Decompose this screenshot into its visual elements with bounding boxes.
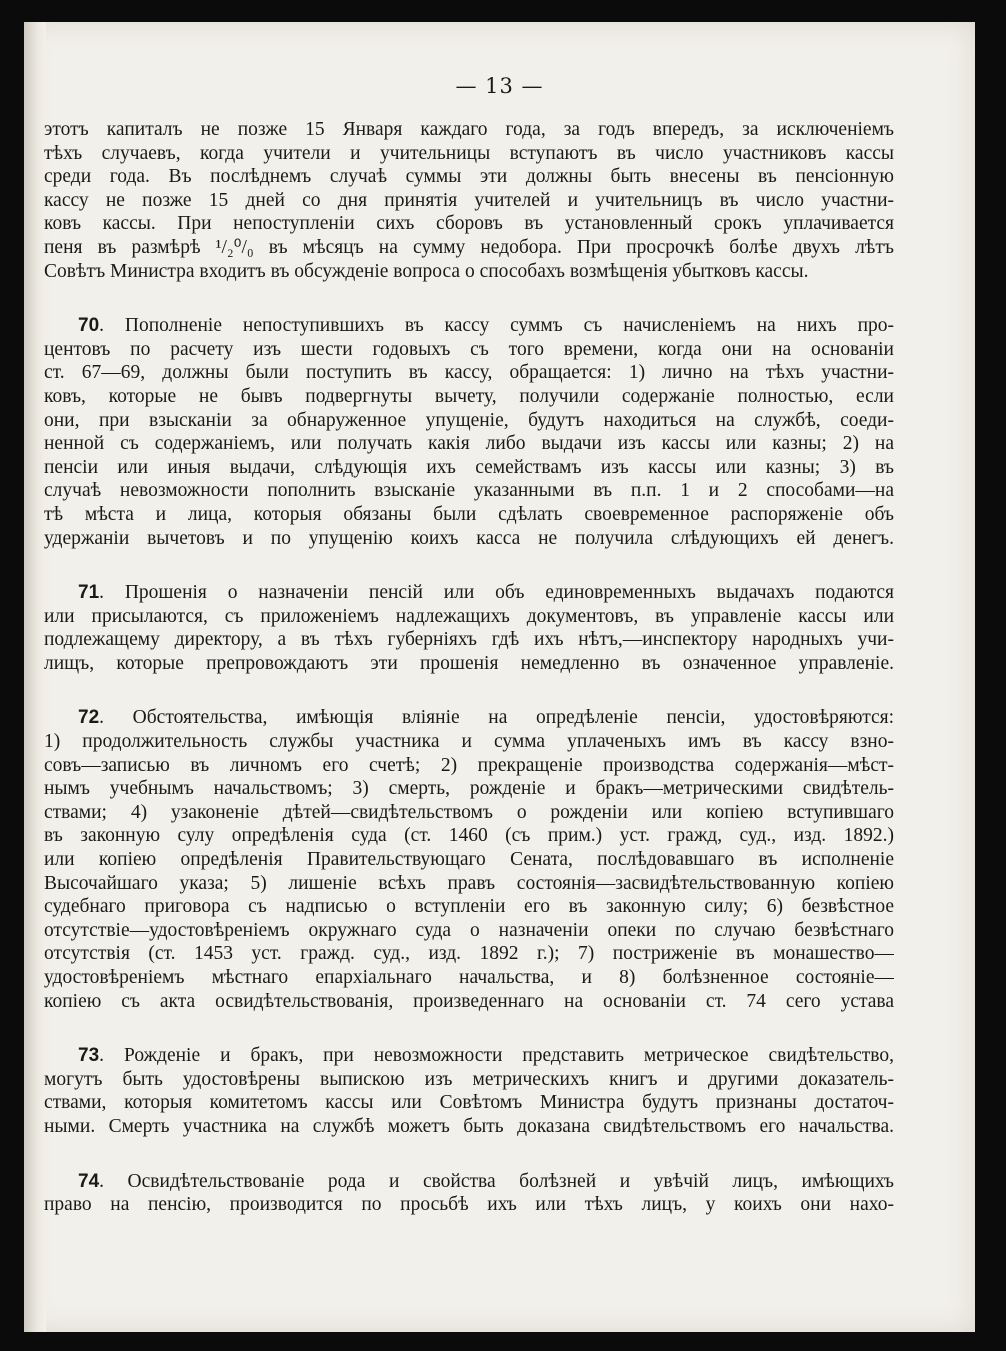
intro-paragraph	[44, 118, 894, 283]
article-first-line-text: . Прошенія о назначеніи пенсій или объ единовременныхъ выдачахъ подаются	[99, 582, 894, 604]
article-number: 70	[78, 315, 100, 337]
text-line: удержаніи вычетовъ и по упущенію коихъ касса не получила слѣдующихъ ей денегъ.	[44, 527, 894, 549]
article-first-line	[44, 706, 894, 730]
article-first-line-text: . Освидѣтельствованіе рода и свойства болѣзней и увѣчій лицъ, имѣющихъ	[99, 1170, 894, 1192]
text-line: отсутствія (ст. 1453 уст. гражд. суд., изд. 1892 г.); 7) постриженіе въ монашество—	[44, 943, 894, 965]
article-first-line	[44, 1170, 894, 1194]
text-line: или копіею опредѣленія Правительствующаго Сената, послѣдовавшаго въ исполненіе	[44, 849, 894, 871]
text-line: пеня въ размѣрѣ ¹/₂⁰/₀ въ мѣсяцъ на сумму недобора. При просрочкѣ болѣе двухъ лѣтъ	[44, 236, 894, 258]
text-line: ствами, которыя комитетомъ кассы или Совѣтомъ Министра будутъ признаны достаточ-	[44, 1092, 894, 1114]
article-71	[44, 581, 894, 675]
text-line: Совѣтъ Министра входитъ въ обсужденіе вопроса о способахъ возмѣщенія убытковъ кассы.	[44, 260, 809, 282]
text-line: или присылаются, съ приложеніемъ надлежащихъ документовъ, въ управленіе кассы или	[44, 605, 894, 627]
text-line: въ законную сулу опредѣленія суда (ст. 1460 (съ прим.) уст. гражд, суд., изд. 1892.)	[44, 825, 894, 847]
text-line: ковъ кассы. При непоступленіи сихъ сборовъ въ установленный срокъ уплачивается	[44, 213, 894, 235]
text-line: пенсіи или иныя выдачи, слѣдующія ихъ семействамъ изъ кассы или казны; 3) въ	[44, 456, 894, 478]
article-first-line-text: . Пополненіе непоступившихъ въ кассу суммъ съ начисленіемъ на нихъ про-	[99, 315, 894, 337]
text-line: кассу не позже 15 дней со дня принятія учителей и учительницъ въ число участни-	[44, 189, 894, 211]
text-line: ковъ, которые не бывъ подвергнуты вычету, получили содержаніе полностью, если	[44, 385, 894, 407]
text-line: случаѣ невозможности пополнить взысканіе указанными въ п.п. 1 и 2 способами—на	[44, 480, 894, 502]
article-first-line	[44, 314, 894, 338]
text-line: Высочайшаго указа; 5) лишеніе всѣхъ правъ состоянія—засвидѣтельствованную копіею	[44, 872, 894, 894]
text-line: 1) продолжительность службы участника и сумма уплаченыхъ имъ въ кассу взно-	[44, 731, 894, 753]
text-line: право на пенсію, производится по просьбѣ ихъ или тѣхъ лицъ, у коихъ они нахо-	[44, 1194, 894, 1216]
article-74	[44, 1170, 894, 1217]
article-number: 72	[78, 707, 100, 729]
text-line: подлежащему директору, а въ тѣхъ губерніяхъ гдѣ ихъ нѣтъ,—инспектору народныхъ учи-	[44, 629, 894, 651]
text-line: отсутствіе—удостовѣреніемъ окружнаго суда о назначеніи опеки по случаю безвѣстнаго	[44, 919, 894, 941]
articles-container	[44, 314, 894, 1217]
text-line: нымъ учебнымъ начальствомъ; 3) смерть, рожденіе и бракъ—метрическими свидѣтель-	[44, 778, 894, 800]
article-first-line	[44, 581, 894, 605]
text-line: лищъ, которые препровождаютъ эти прошенія немедленно въ означенное управленіе.	[44, 652, 894, 674]
text-line: ными. Смерть участника на службѣ можетъ быть доказана свидѣтельствомъ его начальства.	[44, 1115, 894, 1137]
article-72	[44, 706, 894, 1013]
text-line: совъ—записью въ личномъ его счетѣ; 2) прекращеніе производства содержанія—мѣст-	[44, 754, 894, 776]
text-line: удостовѣреніемъ мѣстнаго епархіальнаго начальства, и 8) болѣзненное состояніе—	[44, 967, 894, 988]
text-line: ненной съ содержаніемъ, или получать какія либо выдачи изъ кассы или казны; 2) на	[44, 433, 894, 455]
page-number: — 13 —	[455, 74, 544, 98]
text-line: они, при взысканіи за обнаруженное упущеніе, будутъ находиться на службѣ, соеди-	[44, 409, 894, 431]
article-number: 73	[78, 1045, 100, 1067]
document-page	[24, 22, 975, 1332]
article-73	[44, 1044, 894, 1138]
text-line: центовъ по расчету изъ шести годовыхъ съ того времени, когда они на основаніи	[44, 338, 894, 360]
text-line: ст. 67—69, должны были поступить въ кассу, обращается: 1) лично на тѣхъ участни-	[44, 362, 894, 384]
article-first-line	[44, 1044, 894, 1068]
text-line: среди года. Въ послѣднемъ случаѣ суммы эти должны быть внесены въ пенсіонную	[44, 166, 894, 188]
book-spine-shadow	[24, 22, 46, 1332]
text-line: тѣхъ случаевъ, когда учители и учительницы вступаютъ въ число участниковъ кассы	[44, 142, 894, 164]
article-first-line-text: . Рожденіе и бракъ, при невозможности представить метрическое свидѣтельство,	[99, 1045, 894, 1067]
text-line: судебнаго приговора съ надписью о вступленіи его въ законную силу; 6) безвѣстное	[44, 896, 894, 918]
article-first-line-text: . Обстоятельства, имѣющія вліяніе на опредѣленіе пенсіи, удостовѣряются:	[99, 707, 894, 729]
article-number: 71	[78, 582, 100, 604]
article-70	[44, 314, 894, 550]
text-line: могутъ быть удостовѣрены выпискою изъ метрическихъ книгъ и другими доказатель-	[44, 1068, 894, 1090]
text-line: копіею съ акта освидѣтельствованія, произведеннаго на основаніи ст. 74 сего устава	[44, 990, 894, 1012]
text-line: ствами; 4) узаконеніе дѣтей—свидѣтельствомъ о рожденіи или копіею вступившаго	[44, 801, 894, 823]
text-line: тѣ мѣста и лица, которыя обязаны были сдѣлать своевременное распоряженіе объ	[44, 503, 894, 525]
page-body	[44, 118, 894, 1248]
text-line: этотъ капиталъ не позже 15 Января каждаго года, за годъ впередъ, за исключеніемъ	[44, 119, 894, 140]
article-number: 74	[78, 1170, 100, 1192]
